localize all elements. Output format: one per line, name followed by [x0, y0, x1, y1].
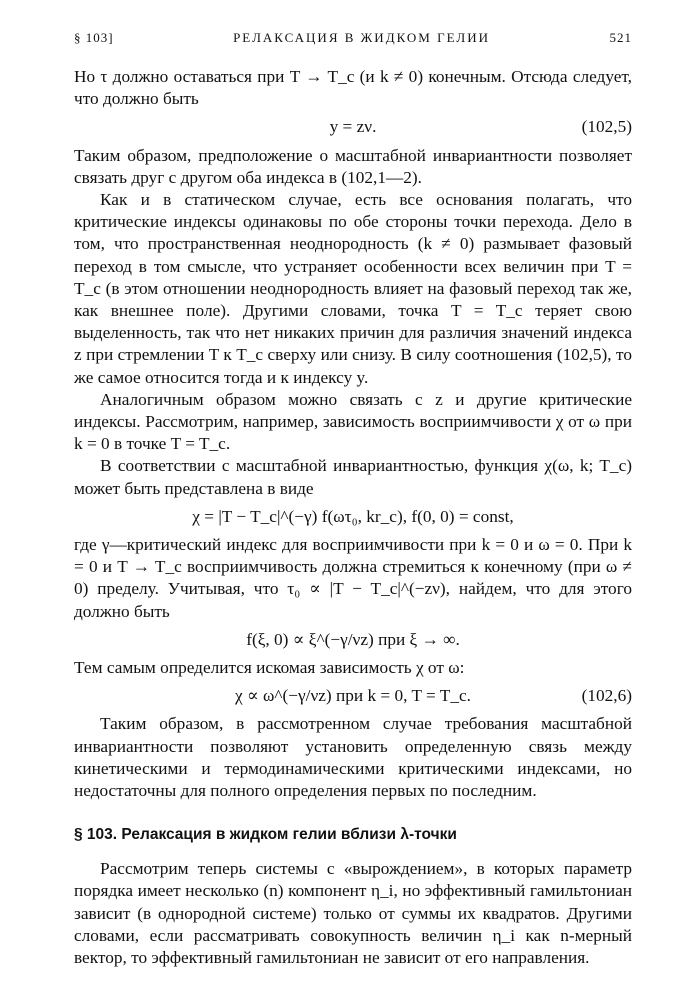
- paragraph-7: Тем самым определится искомая зависимость χ от ω:: [74, 658, 465, 678]
- paragraph-5: В соответствии с масштабной инвариантностью, функция χ(ω, k; T_c) может быть представлена в виде: [74, 456, 632, 498]
- page-number: 521: [609, 30, 632, 45]
- equation-formula: y = zν.: [329, 117, 377, 137]
- paragraph-2: Таким образом, предположение о масштабной инвариантности позволяет связать друг с другом оба индекса в (102,1—2).: [74, 145, 632, 187]
- paragraph-6: где γ—критический индекс для восприимчивости при k = 0 и ω = 0. При k = 0 и T → T_c восприимчивость должна стремиться к конечному (при ω ≠ 0) пределу. Учитывая, что τ₀ ∝ |T − T_c|^(−zν), найдем, что для этого должно быть: [74, 535, 632, 621]
- paragraph-8: Таким образом, в рассмотренном случае требования масштабной инвариантности позволяют установить определенную связь между кинетическими и термодинамическими критическими индексами, но недостаточны для полного определения первых по последним.: [74, 714, 632, 801]
- header-title: РЕЛАКСАЦИЯ В ЖИДКОМ ГЕЛИИ: [233, 30, 490, 45]
- paragraph-4: Аналогичным образом можно связать с z и другие критические индексы. Рассмотрим, например, зависимость восприимчивости χ от ω при k = 0 в точке T = T_c.: [74, 389, 632, 454]
- equation-formula: χ = |T − T_c|^(−γ) f(ωτ₀, kr_c), f(0, 0) = const,: [192, 506, 514, 526]
- page: [74, 30, 632, 969]
- running-header: [74, 30, 632, 46]
- paragraph-1: Но τ должно оставаться при T → T_c (и k ≠ 0) конечным. Отсюда следует, что должно быть: [74, 67, 632, 109]
- paragraph-3: Как и в статическом случае, есть все основания полагать, что критические индексы одинаковы по обе стороны точки перехода. Дело в том, что пространственная неоднородность (k ≠ 0) размывает фазовый переход в том смысле, что устраняет особенности всех величин при T = T_c (в этом отношении неоднородность влияет на фазовый переход так же, как внешнее поле). Другими словами, точка T = T_c теряет свою выделенность, так что нет никаких причин для различия значений индекса z при стремлении T к T_c сверху или снизу. В силу соотношения (102,5), то же самое относится тогда и к индексу y.: [74, 190, 632, 387]
- equation-number: (102,6): [581, 686, 632, 706]
- equation-f-asymptotic: [74, 629, 632, 651]
- equation-formula: χ ∝ ω^(−γ/νz) при k = 0, T = T_c.: [235, 686, 471, 706]
- section-heading: § 103. Релаксация в жидком гелии вблизи λ-точки: [74, 826, 457, 844]
- equation-102-6: [74, 685, 632, 707]
- equation-number: (102,5): [581, 117, 632, 137]
- equation-102-5: [74, 116, 632, 138]
- header-section: § 103]: [74, 30, 114, 45]
- equation-chi: [74, 506, 632, 528]
- paragraph-9: Рассмотрим теперь системы с «вырождением», в которых параметр порядка имеет несколько (n) компонент η_i, но эффективный гамильтониан зависит (в однородной системе) только от суммы их квадратов. Другими словами, если рассматривать совокупность величин η_i как n-мерный вектор, то эффективный гамильтониан не зависит от его направления.: [74, 859, 632, 968]
- equation-formula: f(ξ, 0) ∝ ξ^(−γ/νz) при ξ → ∞.: [246, 629, 460, 649]
